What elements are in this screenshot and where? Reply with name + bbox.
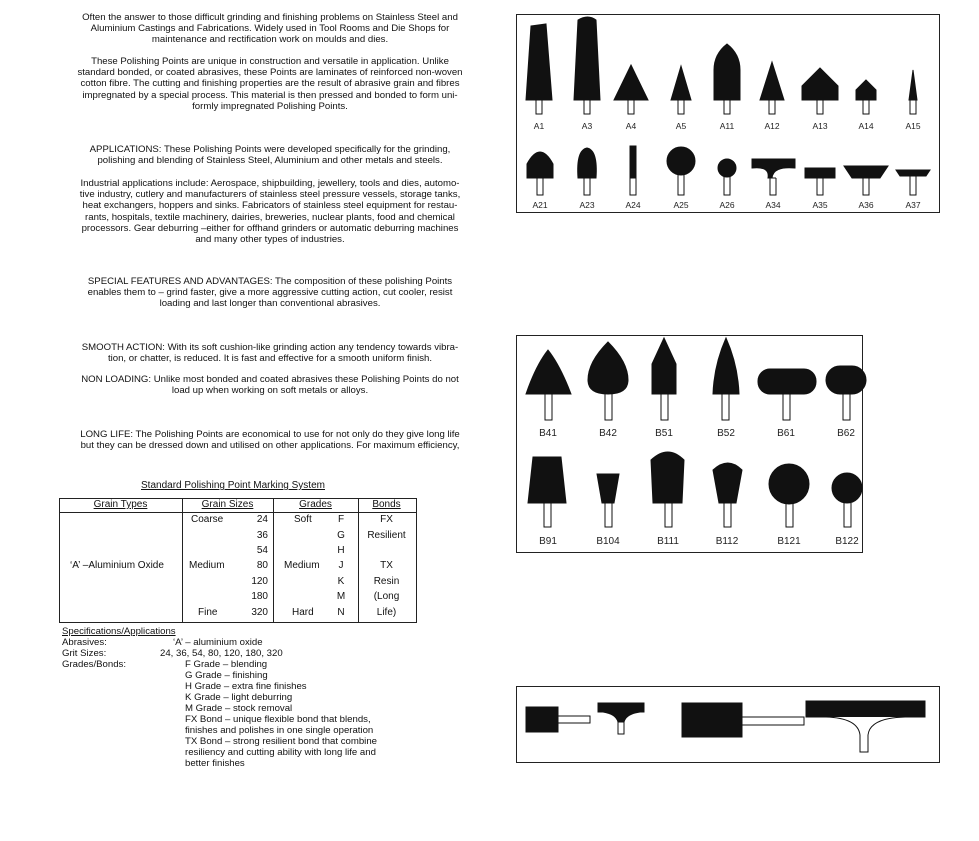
header-grades: Grades	[299, 499, 332, 510]
grade-word-soft: Soft	[294, 514, 312, 525]
marking-system-title: Standard Polishing Point Marking System	[141, 480, 325, 491]
shape-b41	[526, 350, 571, 394]
shape-b112	[713, 463, 742, 503]
grade-letter-n: N	[337, 607, 345, 618]
label-a23: A23	[579, 200, 595, 210]
shape-a15	[909, 70, 917, 100]
shape-b61	[758, 369, 816, 394]
grade-word-hard: Hard	[292, 607, 314, 618]
shape-a13	[802, 68, 838, 100]
bond-long: (Long	[373, 591, 400, 602]
label-a34: A34	[765, 200, 781, 210]
specs-title: Specifications/Applications	[62, 626, 176, 637]
label-a24: A24	[625, 200, 641, 210]
grades-label: Grades/Bonds:	[62, 659, 126, 670]
label-a5: A5	[675, 121, 687, 131]
label-a36: A36	[858, 200, 874, 210]
label-b111: B111	[657, 536, 679, 547]
bond-resin: Resin	[373, 576, 400, 587]
shape-a14	[856, 80, 876, 100]
shape-b42	[588, 342, 628, 394]
label-a15: A15	[905, 121, 921, 131]
grain-type-aluminium-oxide: ‘A’ –Aluminium Oxide	[70, 560, 164, 571]
label-b61: B61	[777, 428, 795, 439]
size-word-coarse: Coarse	[191, 514, 224, 525]
shape-a35	[805, 168, 835, 178]
grain-size-54: 54	[256, 545, 268, 556]
shape-mount-small-cylinder	[526, 707, 558, 732]
grit-label: Grit Sizes:	[62, 648, 107, 659]
shape-a11	[714, 44, 740, 100]
grades-list: F Grade – blending G Grade – finishing H Grade – extra fine finishes K Grade – light deburring M Grade – stock removal FX Bond – unique flexible bond that blends, finishes and polishes in one single operation TX Bond – strong resilient bond that combine resiliency and cutting ability with long life and better finishes	[185, 659, 377, 769]
shape-a36	[844, 166, 888, 178]
shape-a1	[526, 24, 552, 100]
label-a4: A4	[625, 121, 637, 131]
label-b122: B122	[835, 536, 859, 547]
grade-letter-k: K	[337, 576, 345, 587]
shape-a4	[614, 65, 648, 100]
label-a21: A21	[532, 200, 548, 210]
shape-b62	[826, 366, 866, 394]
shape-mount-large-disc	[806, 701, 925, 717]
label-a14: A14	[858, 121, 874, 131]
industrial-paragraph: Industrial applications include: Aerospace, shipbuilding, jewellery, tools and dies, automo- tive industry, cutlery and manufacturers of stainless steel pressure vessels, storage tanks, heat exchangers, hoppers and sinks. Fabricators of stainless steel equipment for restau- rants, hospitals, textile machinery, dairies, breweries, nuclear plants, food and chemical processors. Gear deburring –either for offhand grinders or automatic deburring machines and many other types of industries.	[79, 178, 461, 246]
applications-paragraph: APPLICATIONS: These Polishing Points were developed specifically for the grinding, polishing and blending of Stainless Steel, Aluminium and other metals and steels.	[89, 144, 451, 167]
grain-size-80: 80	[256, 560, 268, 571]
intro-paragraph-1: Often the answer to those difficult grinding and finishing problems on Stainless Steel and Aluminium Castings and Fabrications. Widely used in Tool Rooms and Die Shops for maintenance and rectification work on moulds and dies.	[82, 12, 458, 46]
grain-size-320: 320	[251, 607, 268, 618]
header-grain-sizes: Grain Sizes	[201, 499, 254, 510]
label-b112: B112	[715, 536, 739, 547]
shape-a34	[752, 159, 795, 178]
smooth-action-paragraph: SMOOTH ACTION: With its soft cushion-like grinding action any tendency towards vibra- tion, or chatter, is reduced. It is fast and effective for a smooth uniform finish.	[81, 342, 459, 365]
shape-b122	[832, 473, 862, 503]
shape-b104	[597, 474, 619, 503]
bond-tx: TX	[380, 560, 393, 571]
abrasives-value: ‘A’ – aluminium oxide	[173, 637, 263, 648]
label-b42: B42	[599, 428, 617, 439]
bond-fx: FX	[380, 514, 393, 525]
shape-a37	[896, 170, 930, 176]
long-life-paragraph: LONG LIFE: The Polishing Points are economical to use for not only do they give long life but they can be dressed down and utilised on other applications. For maximum efficiency,	[80, 429, 460, 452]
shape-b51	[652, 338, 676, 394]
abrasives-label: Abrasives:	[62, 637, 107, 648]
label-a35: A35	[812, 200, 828, 210]
shape-a3	[574, 17, 600, 100]
header-grain-types: Grain Types	[93, 499, 148, 510]
bond-life: Life)	[376, 607, 397, 618]
header-bonds: Bonds	[372, 499, 401, 510]
size-word-fine: Fine	[198, 607, 218, 618]
label-b91: B91	[539, 536, 557, 547]
grain-size-180: 180	[251, 591, 268, 602]
grain-size-24: 24	[256, 514, 268, 525]
label-a1: A1	[533, 121, 545, 131]
label-b104: B104	[596, 536, 620, 547]
shape-a23	[578, 148, 597, 178]
label-a11: A11	[719, 121, 735, 131]
shape-b52	[713, 338, 739, 394]
label-b121: B121	[777, 536, 801, 547]
grade-letter-f: F	[337, 514, 345, 525]
bond-resilient: Resilient	[367, 530, 406, 541]
shape-a24	[630, 146, 636, 178]
shape-a26	[718, 159, 736, 177]
shape-b111	[651, 452, 684, 503]
label-b62: B62	[837, 428, 855, 439]
non-loading-paragraph: NON LOADING: Unlike most bonded and coated abrasives these Polishing Points do not load up when working on soft metals or alloys.	[81, 374, 459, 397]
label-a26: A26	[719, 200, 735, 210]
shape-a12	[760, 62, 784, 100]
shape-b91	[528, 457, 566, 503]
shape-mount-small-disc	[598, 703, 644, 722]
grain-size-120: 120	[251, 576, 268, 587]
label-a12: A12	[764, 121, 780, 131]
grade-word-medium: Medium	[284, 560, 320, 571]
shape-a21	[527, 152, 553, 178]
grain-size-36: 36	[256, 530, 268, 541]
label-b52: B52	[717, 428, 735, 439]
label-a13: A13	[812, 121, 828, 131]
label-a25: A25	[673, 200, 689, 210]
grade-letter-j: J	[338, 560, 344, 571]
grade-letter-g: G	[337, 530, 345, 541]
shape-mount-large-cylinder	[682, 703, 742, 737]
label-a37: A37	[905, 200, 921, 210]
grade-letter-m: M	[336, 591, 346, 602]
label-a3: A3	[581, 121, 593, 131]
intro-paragraph-2: These Polishing Points are unique in construction and versatile in application. Unlike standard bonded, or coated abrasives, these Points are laminates of reinforced non-woven cotton fibre. The cutting and finishing properties are the result of abrasive grain and fibres impregnated by a special process. This material is then pressed and bonded to form uni- formly impregnated Polishing Points.	[77, 56, 463, 112]
label-b51: B51	[655, 428, 673, 439]
shape-a5	[671, 66, 691, 100]
special-features-paragraph: SPECIAL FEATURES AND ADVANTAGES: The composition of these polishing Points enables them to – grind faster, give a more aggressive cutting action, cut cooler, resist loading and last longer than conventional abrasives.	[87, 276, 453, 310]
shape-b121	[769, 464, 809, 504]
size-word-medium: Medium	[189, 560, 225, 571]
grade-letter-h: H	[337, 545, 345, 556]
grit-value: 24, 36, 54, 80, 120, 180, 320	[160, 648, 283, 659]
label-b41: B41	[539, 428, 557, 439]
shape-a25	[667, 147, 695, 175]
